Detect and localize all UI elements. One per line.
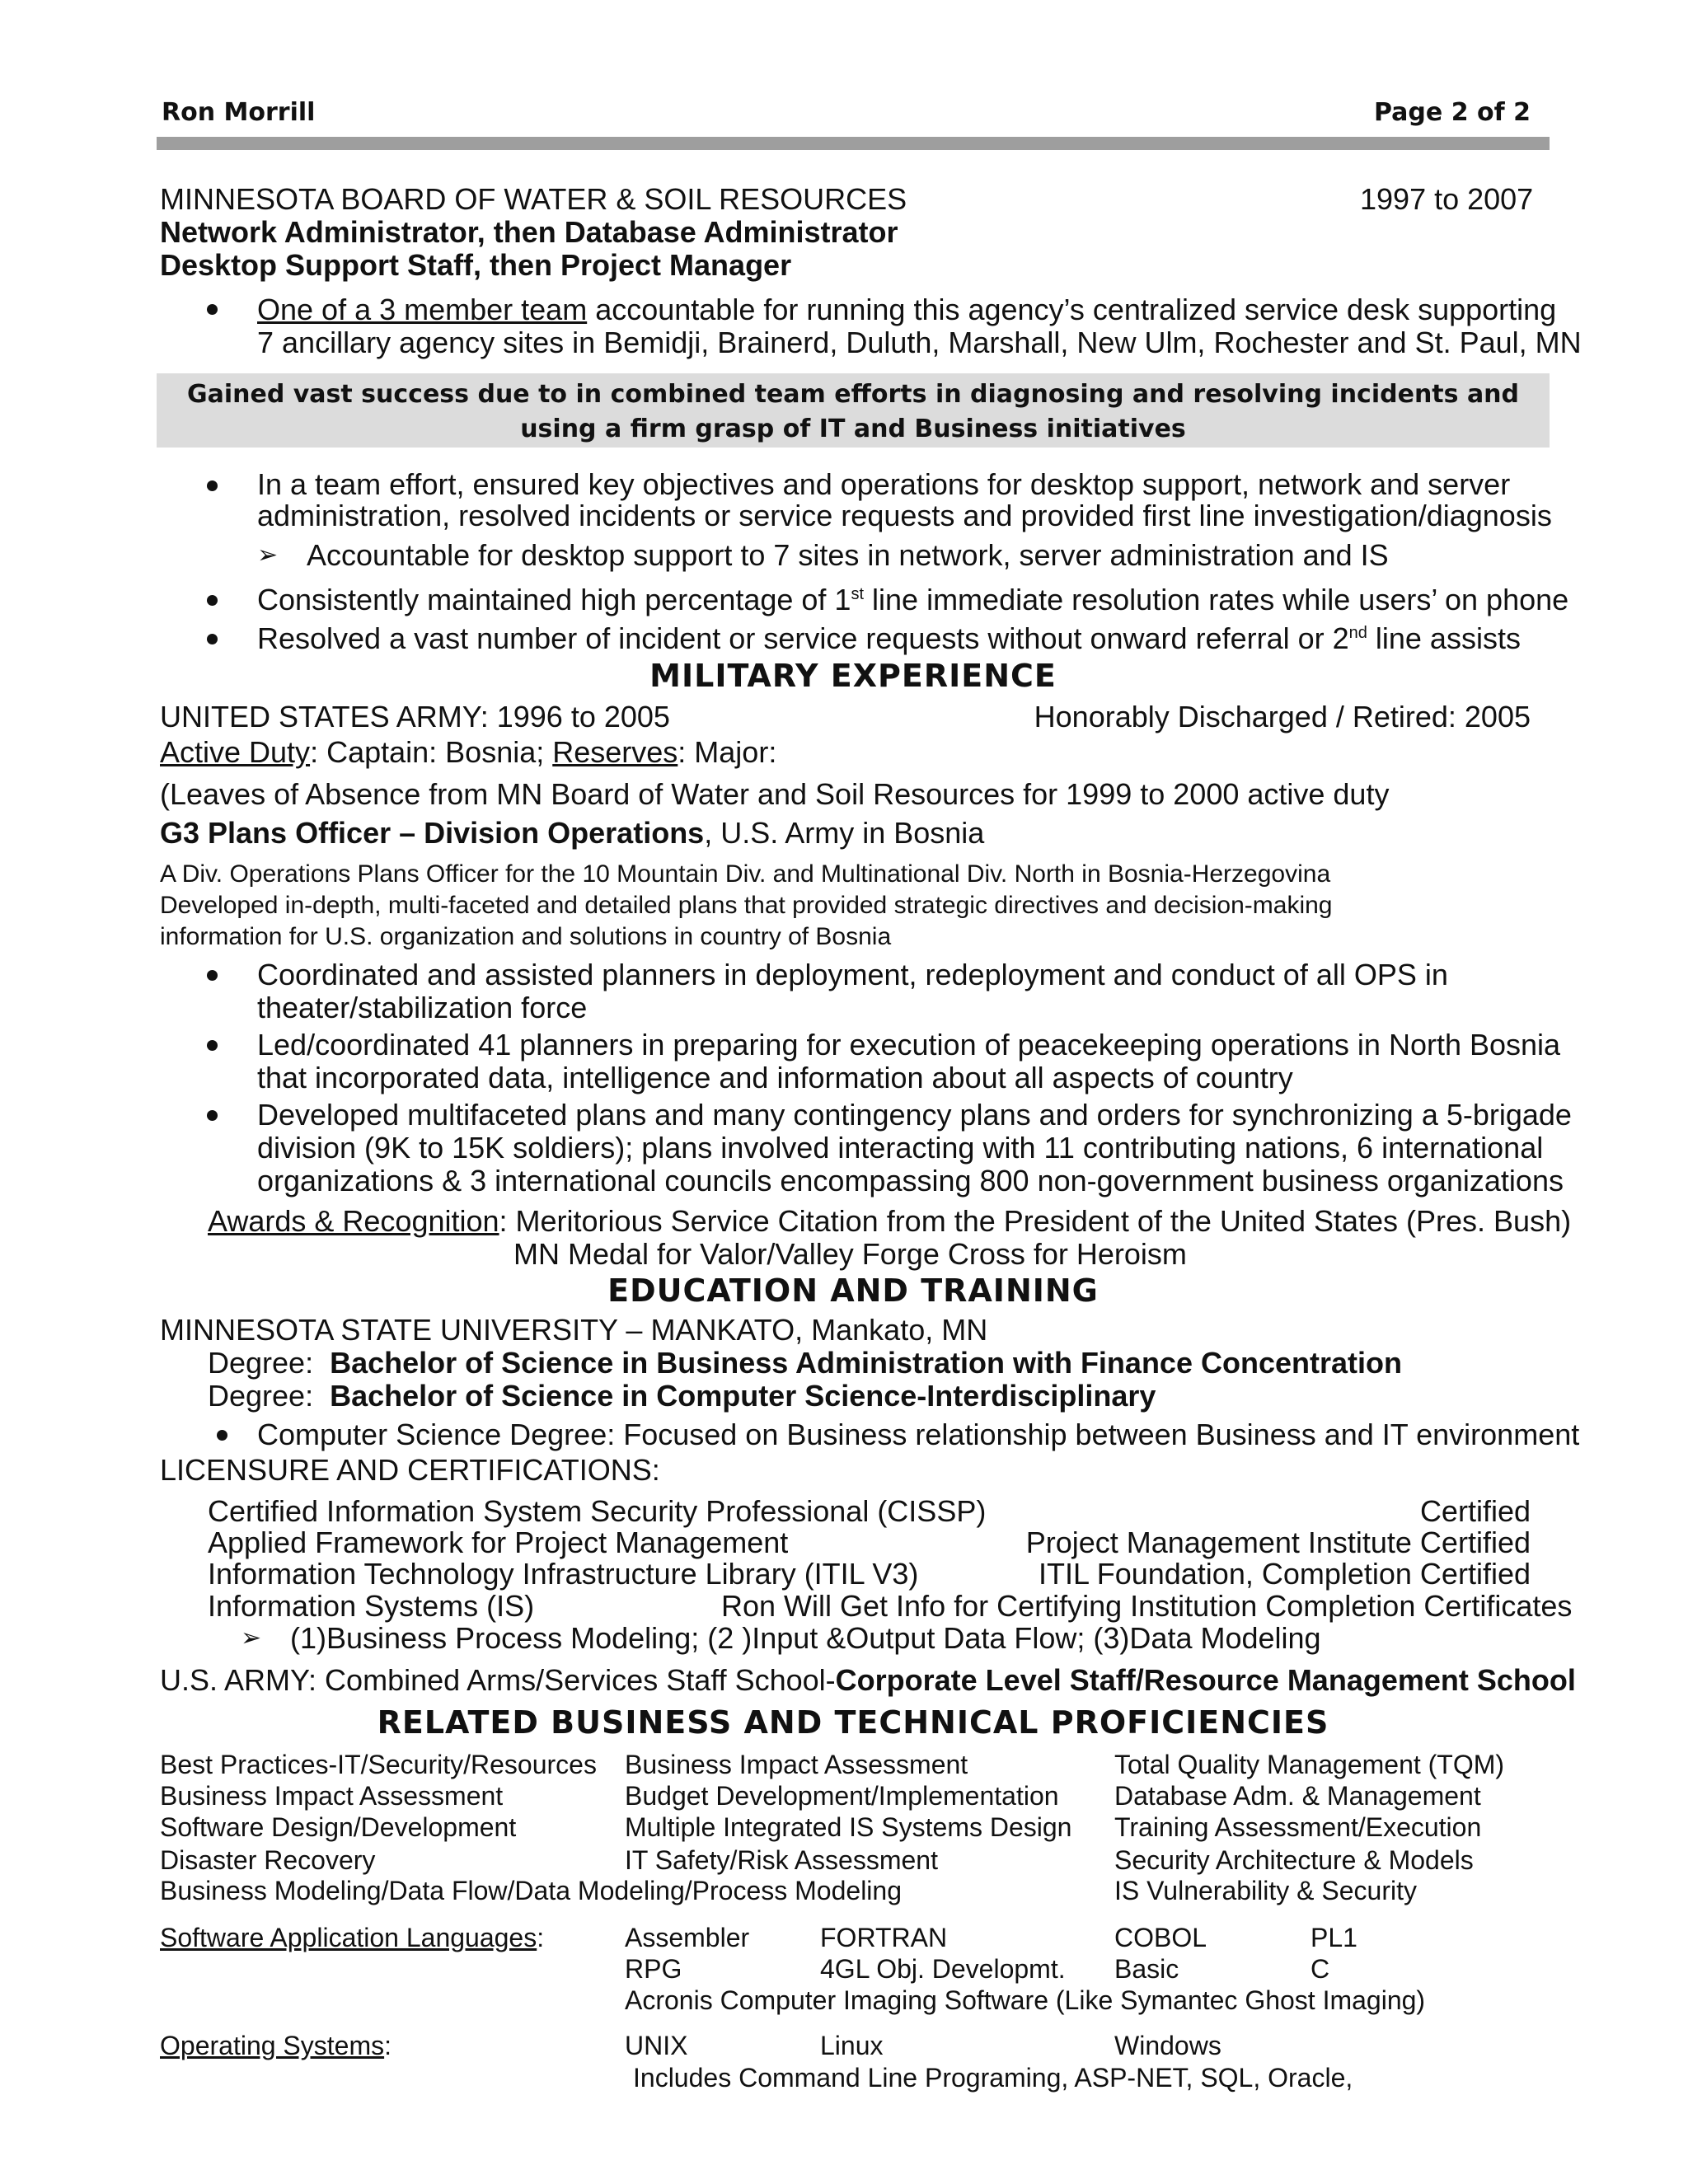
proficiency-item: Best Practices-IT/Security/Resources — [160, 1750, 597, 1779]
job-title-2: Desktop Support Staff, then Project Manager — [160, 248, 792, 282]
awards-line-1 — [208, 1205, 1571, 1238]
degree-1-name: Bachelor of Science in Business Administration with Finance Concentration — [330, 1346, 1402, 1380]
arrow-bullet-icon: ➢ — [241, 1624, 262, 1652]
arrow-bullet-icon: ➢ — [257, 541, 279, 569]
bullet-icon — [207, 1110, 218, 1121]
job-bullet-4 — [257, 622, 1521, 655]
bullet-icon — [207, 304, 218, 315]
job-bullet-4-text: Resolved a vast number of incident or service requests without onward referral or 2 — [257, 621, 1349, 655]
military-bullet-3-line-1: Developed multifaceted plans and many contingency plans and orders for synchronizing a 5-brigade — [257, 1098, 1572, 1132]
team-phrase: One of a 3 member team — [257, 293, 588, 326]
job-bullet-1-line-2: 7 ancillary agency sites in Bemidji, Brainerd, Duluth, Marshall, New Ulm, Rochester and St. Paul, MN — [257, 326, 1582, 359]
degree-label: Degree: — [208, 1379, 314, 1413]
label-colon: : — [384, 2031, 392, 2060]
military-bullet-1-line-2: theater/stabilization force — [257, 991, 588, 1024]
role-title: G3 Plans Officer – Division Operations — [160, 816, 705, 850]
highlight-line-2: using a firm grasp of IT and Business initiatives — [520, 415, 1186, 443]
role-description-2: Developed in-depth, multi-faceted and detailed plans that provided strategic directives and decision-making — [160, 892, 1333, 919]
section-heading-education: EDUCATION AND TRAINING — [607, 1272, 1099, 1309]
header-name: Ron Morrill — [162, 98, 316, 127]
proficiency-modeling: Business Modeling/Data Flow/Data Modeling/Process Modeling — [160, 1876, 902, 1905]
school-name: MINNESOTA STATE UNIVERSITY – MANKATO, Mankato, MN — [160, 1313, 988, 1347]
bullet-icon — [217, 1430, 227, 1441]
job-bullet-3-rest: line immediate resolution rates while users’ on phone — [864, 583, 1569, 616]
highlight-line-1: Gained vast success due to in combined team efforts in diagnosing and resolving incidents and — [186, 380, 1520, 409]
languages-label-text: Software Application Languages — [160, 1923, 537, 1952]
proficiency-item: Business Impact Assessment — [160, 1781, 504, 1811]
awards-item-1: : Meritorious Service Citation from the President of the United States (Pres. Bush) — [499, 1204, 1572, 1238]
military-bullet-2-line-1: Led/coordinated 41 planners in preparing for execution of peacekeeping operations in North Bosnia — [257, 1028, 1561, 1062]
cert-1-status: Certified — [1419, 1494, 1531, 1528]
cs-degree-bullet: Computer Science Degree: Focused on Business relationship between Business and IT environment — [257, 1418, 1580, 1451]
os-note: Includes Command Line Programing, ASP-NET, SQL, Oracle, — [633, 2063, 1353, 2093]
cert-3-name: Information Technology Infrastructure Library (ITIL V3) — [208, 1557, 919, 1591]
degree-2 — [208, 1380, 1156, 1413]
os-item: Windows — [1114, 2031, 1221, 2060]
proficiency-item: Budget Development/Implementation — [625, 1781, 1059, 1811]
proficiency-item: Disaster Recovery — [160, 1845, 376, 1875]
cert-2-name: Applied Framework for Project Management — [208, 1526, 789, 1559]
leave-of-absence: (Leaves of Absence from MN Board of Water and Soil Resources for 1999 to 2000 active duty — [160, 777, 1390, 811]
proficiency-item: Database Adm. & Management — [1114, 1781, 1481, 1811]
military-ranks — [160, 736, 776, 769]
os-label — [160, 2030, 392, 2061]
degree-2-name: Bachelor of Science in Computer Science-Interdisciplinary — [330, 1379, 1156, 1413]
job-bullet-2-line-1: In a team effort, ensured key objectives and operations for desktop support, network and server — [257, 467, 1511, 501]
ordinal-suffix: nd — [1348, 624, 1367, 642]
military-bullet-1-line-1: Coordinated and assisted planners in deployment, redeployment and conduct of all OPS in — [257, 958, 1448, 991]
language-item: FORTRAN — [820, 1923, 948, 1952]
employer-name: MINNESOTA BOARD OF WATER & SOIL RESOURCES — [160, 182, 907, 216]
proficiency-item: Business Impact Assessment — [625, 1750, 968, 1779]
proficiency-item: Total Quality Management (TQM) — [1114, 1750, 1505, 1779]
reserves-text: : Major: — [678, 735, 777, 769]
awards-item-2: MN Medal for Valor/Valley Forge Cross for Heroism — [513, 1237, 1187, 1271]
cert-2-status: Project Management Institute Certified — [1025, 1526, 1531, 1559]
language-item: 4GL Obj. Developmt. — [820, 1954, 1066, 1984]
language-item: PL1 — [1311, 1923, 1357, 1952]
label-colon: : — [537, 1923, 545, 1952]
job-bullet-3 — [257, 583, 1568, 616]
header-rule — [157, 137, 1550, 150]
cert-1-name: Certified Information System Security Professional (CISSP) — [208, 1494, 987, 1528]
proficiency-item: Multiple Integrated IS Systems Design — [625, 1812, 1072, 1842]
language-item-imaging: Acronis Computer Imaging Software (Like Symantec Ghost Imaging) — [625, 1985, 1426, 2015]
language-item: Basic — [1114, 1954, 1179, 1984]
degree-label: Degree: — [208, 1346, 314, 1380]
proficiency-item: Training Assessment/Execution — [1114, 1812, 1482, 1842]
bullet-icon — [207, 1040, 218, 1051]
highlight-box — [157, 373, 1550, 448]
active-duty-text: : Captain: Bosnia; — [310, 735, 553, 769]
job-bullet-1-rest: accountable for running this agency’s centralized service desk supporting — [587, 293, 1557, 326]
bullet-icon — [207, 634, 218, 644]
employment-dates: 1997 to 2007 — [1360, 182, 1534, 216]
role-description-1: A Div. Operations Plans Officer for the 10 Mountain Div. and Multinational Div. North in Bosnia-Herzegovina — [160, 860, 1331, 888]
job-bullet-1-line-1 — [257, 293, 1556, 326]
is-sub-bullet: (1)Business Process Modeling; (2 )Input &Output Data Flow; (3)Data Modeling — [290, 1621, 1321, 1655]
section-heading-military: MILITARY EXPERIENCE — [649, 658, 1057, 694]
proficiency-item: Security Architecture & Models — [1114, 1845, 1474, 1875]
page-number: Page 2 of 2 — [1374, 98, 1531, 127]
bullet-icon — [207, 595, 218, 606]
army-school — [160, 1664, 1576, 1697]
awards-label: Awards & Recognition — [208, 1204, 499, 1238]
bullet-icon — [207, 970, 218, 981]
language-item: C — [1311, 1954, 1330, 1984]
language-item: RPG — [625, 1954, 682, 1984]
military-org: UNITED STATES ARMY: 1996 to 2005 — [160, 700, 670, 733]
degree-1 — [208, 1347, 1402, 1380]
job-sub-bullet: Accountable for desktop support to 7 sites in network, server administration and IS — [307, 538, 1389, 572]
language-item: Assembler — [625, 1923, 750, 1952]
os-item: Linux — [820, 2031, 884, 2060]
active-duty-label: Active Duty — [160, 735, 311, 769]
section-heading-proficiencies: RELATED BUSINESS AND TECHNICAL PROFICIENCIES — [377, 1704, 1329, 1741]
army-school-name: Corporate Level Staff/Resource Management School — [835, 1663, 1576, 1697]
military-status: Honorably Discharged / Retired: 2005 — [1034, 700, 1531, 733]
bullet-icon — [207, 480, 218, 491]
languages-label — [160, 1922, 544, 1953]
language-item: COBOL — [1114, 1923, 1207, 1952]
job-title-1: Network Administrator, then Database Administrator — [160, 215, 898, 249]
reserves-label: Reserves — [552, 735, 678, 769]
job-bullet-2-line-2: administration, resolved incidents or service requests and provided first line investigation/diagnosis — [257, 499, 1552, 532]
licensure-heading: LICENSURE AND CERTIFICATIONS: — [160, 1453, 660, 1487]
proficiency-item: Software Design/Development — [160, 1812, 517, 1842]
ordinal-suffix: st — [851, 585, 865, 603]
military-bullet-3-line-3: organizations & 3 international councils encompassing 800 non-government business organizations — [257, 1164, 1564, 1197]
role-description-3: information for U.S. organization and solutions in country of Bosnia — [160, 923, 892, 950]
proficiency-item: IT Safety/Risk Assessment — [625, 1845, 938, 1875]
cert-4-status: Ron Will Get Info for Certifying Institution Completion Certificates — [721, 1589, 1573, 1623]
military-bullet-2-line-2: that incorporated data, intelligence and information about all aspects of country — [257, 1061, 1293, 1094]
army-school-prefix: U.S. ARMY: Combined Arms/Services Staff School- — [160, 1663, 836, 1697]
job-bullet-4-rest: line assists — [1367, 621, 1521, 655]
os-item: UNIX — [625, 2031, 688, 2060]
cert-4-name: Information Systems (IS) — [208, 1589, 535, 1623]
os-label-text: Operating Systems — [160, 2031, 385, 2060]
job-bullet-3-text: Consistently maintained high percentage of 1 — [257, 583, 851, 616]
role-location: , U.S. Army in Bosnia — [704, 816, 985, 850]
proficiency-item: IS Vulnerability & Security — [1114, 1876, 1417, 1905]
cert-3-status: ITIL Foundation, Completion Certified — [1039, 1557, 1531, 1591]
military-bullet-3-line-2: division (9K to 15K soldiers); plans involved interacting with 11 contributing nations, 6 international — [257, 1131, 1544, 1165]
military-role — [160, 817, 984, 850]
